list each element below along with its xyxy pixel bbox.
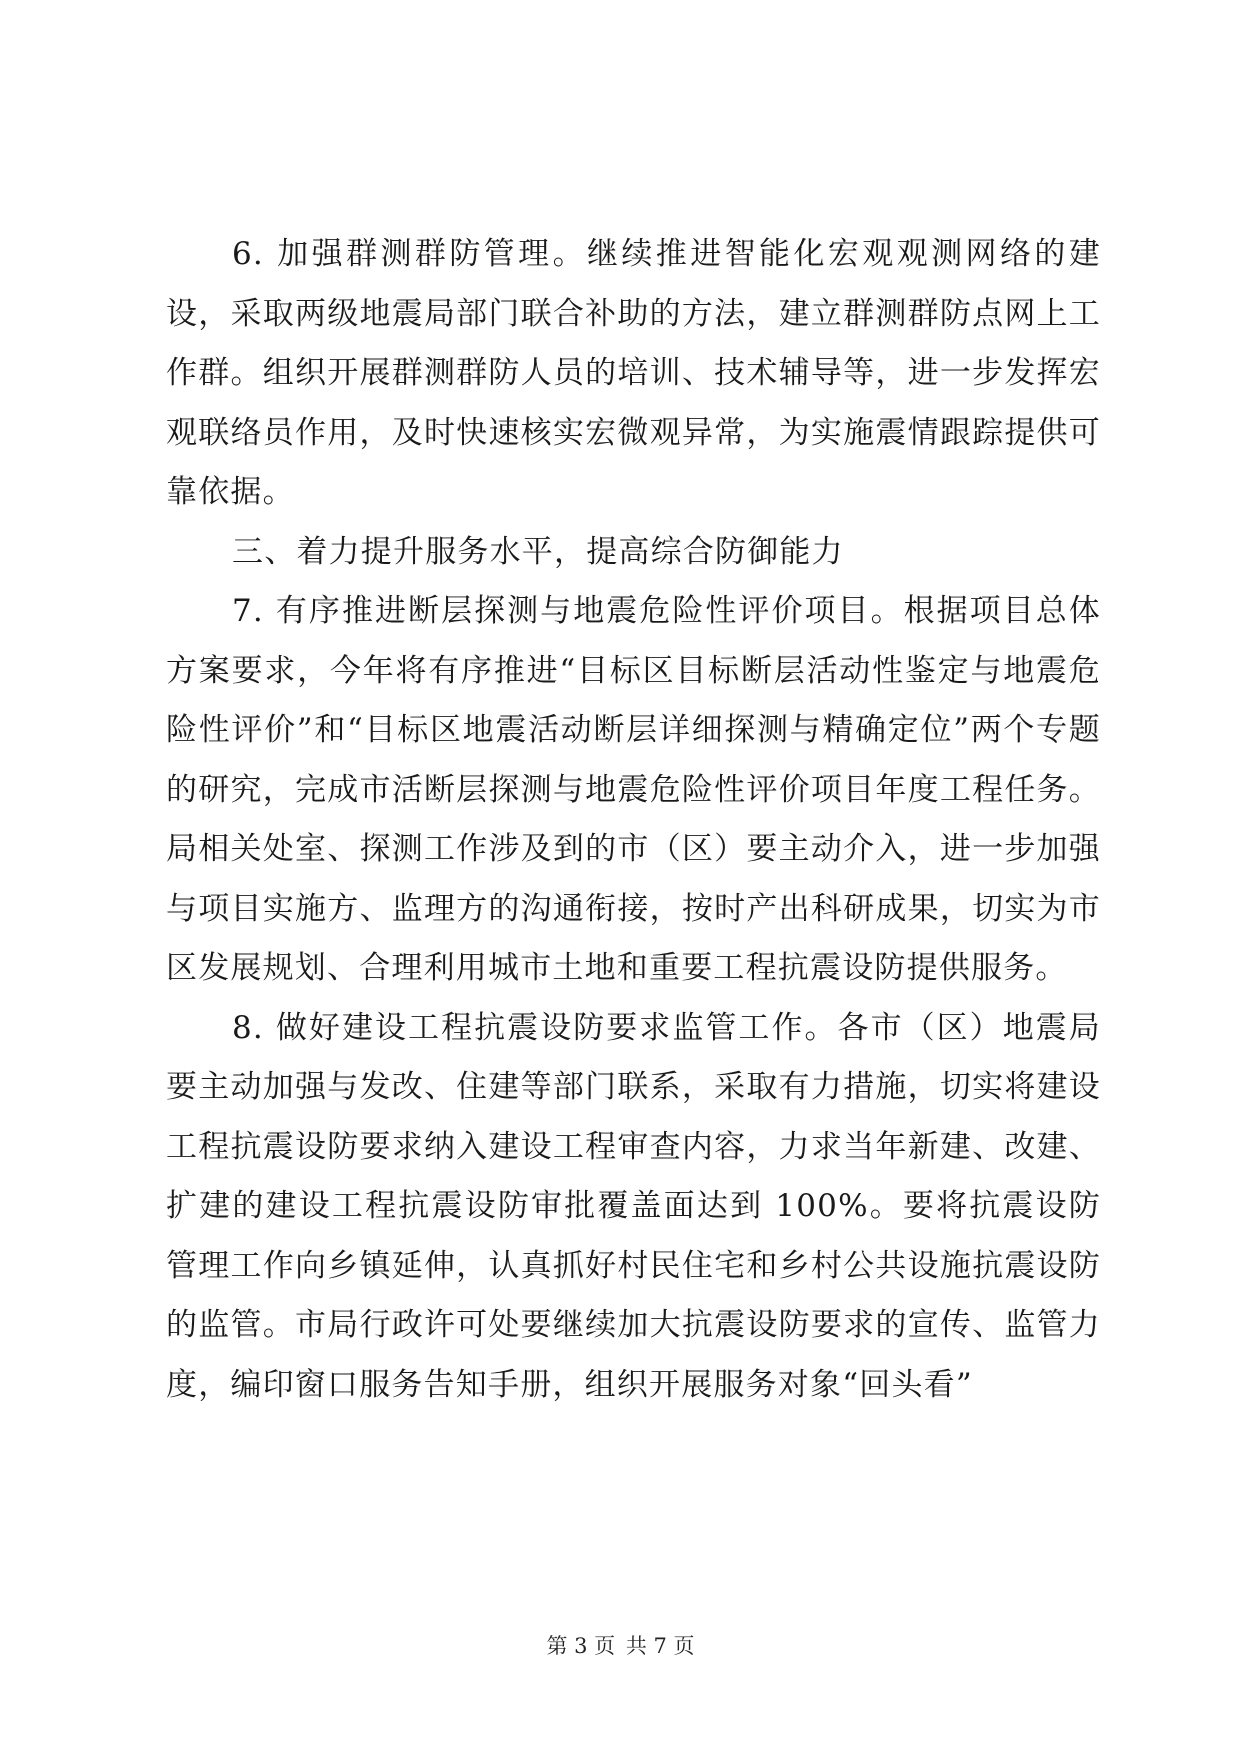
page-total: 共 7 页: [625, 1634, 695, 1658]
page-number: 第 3 页: [546, 1634, 616, 1658]
paragraph-8: 8. 做好建设工程抗震设防要求监管工作。各市（区）地震局要主动加强与发改、住建等部门联系，采取有力措施，切实将建设工程抗震设防要求纳入建设工程审查内容，力求当年新建、改建、扩建的建设工程抗震设防审批覆盖面达到 100%。要将抗震设防管理工作向乡镇延伸，认真抓好村民住宅和乡村公共设施抗震设防的监管。市局行政许可处要继续加大抗震设防要求的宣传、监管力度，编印窗口服务告知手册，组织开展服务对象“回头看”: [166, 1009, 1101, 1403]
document-body: [166, 225, 1101, 1415]
section-heading-3: 三、着力提升服务水平，提高综合防御能力: [232, 533, 844, 570]
paragraph-6: 6. 加强群测群防管理。继续推进智能化宏观观测网络的建设，采取两级地震局部门联合补助的方法，建立群测群防点网上工作群。组织开展群测群防人员的培训、技术辅导等，进一步发挥宏观联络员作用，及时快速核实宏微观异常，为实施震情跟踪提供可靠依据。: [166, 236, 1101, 510]
page-footer: [0, 1632, 1241, 1660]
paragraph-7: 7. 有序推进断层探测与地震危险性评价项目。根据项目总体方案要求，今年将有序推进“目标区目标断层活动性鉴定与地震危险性评价”和“目标区地震活动断层详细探测与精确定位”两个专题的研究，完成市活断层探测与地震危险性评价项目年度工程任务。局相关处室、探测工作涉及到的市（区）要主动介入，进一步加强与项目实施方、监理方的沟通衔接，按时产出科研成果，切实为市区发展规划、合理利用城市土地和重要工程抗震设防提供服务。: [166, 593, 1101, 986]
